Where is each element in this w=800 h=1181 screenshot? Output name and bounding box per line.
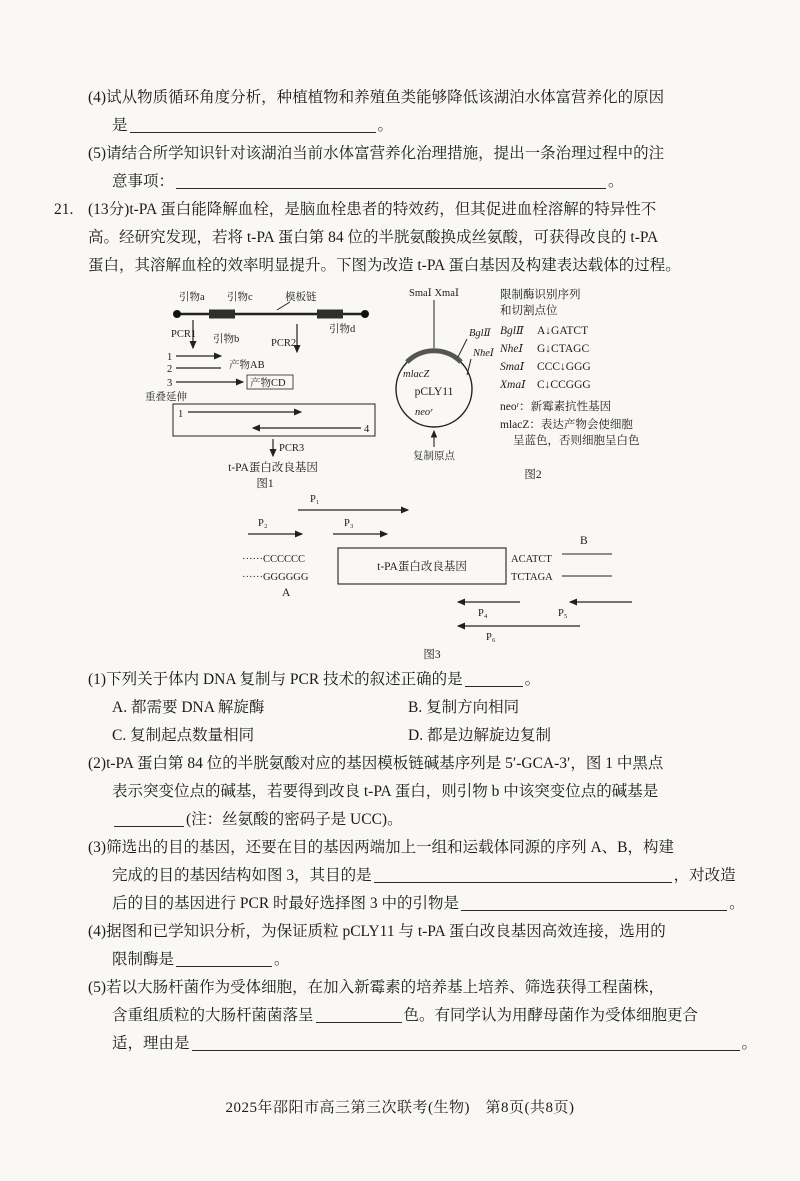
- fig2-mlacz-arc: [407, 351, 461, 362]
- fig3-label-b: B: [580, 535, 588, 547]
- q21-sub3-line1: (3)筛选出的目的基因，还要在目的基因两端加上一组和运载体同源的序列 A、B，构建: [88, 839, 674, 856]
- fig1-primer-d-label: 引物d: [329, 324, 356, 335]
- q21-sub4-line2: [88, 946, 760, 974]
- fig2-origin-label: 复制原点: [413, 451, 455, 462]
- answer-blank-q20-5: [176, 173, 606, 189]
- q21-sub5-line3-text: 适，理由是: [112, 1035, 190, 1052]
- fig1-template-strand: [173, 310, 369, 319]
- fig2-neo-label: neoʳ: [415, 407, 433, 418]
- fig3-gene-label: t-PA蛋白改良基因: [377, 561, 467, 573]
- q21-sub2-line3: [88, 806, 760, 834]
- fig3-label-a: A: [282, 587, 291, 599]
- q21-sub5-line2-text: 含重组质粒的大肠杆菌菌落呈: [112, 1007, 314, 1024]
- q21-sub3-line3-text: 后的目的基因进行 PCR 时最好选择图 3 中的引物是: [112, 895, 460, 912]
- fig2-nhei-label: NheⅠ: [473, 348, 495, 359]
- fig1-template-leader: [277, 302, 290, 310]
- q20-part4-period: 。: [377, 117, 394, 134]
- fig3-p4-label: P₄: [478, 608, 488, 619]
- fig3-p5-label: P₅: [558, 608, 568, 619]
- q21-sub4-period: 。: [274, 951, 290, 968]
- q20-part5-period: 。: [608, 173, 624, 190]
- answer-blank-sub5b: [192, 1035, 740, 1051]
- q21-sub1-option-b: B. 复制方向相同: [408, 699, 520, 716]
- page-footer: 2025年邵阳市高三第三次联考(生物) 第8页(共8页): [225, 1100, 575, 1116]
- fig2-mlacz-label: mlacZ: [403, 369, 430, 380]
- fig2-enzyme1-seq: A↓GATCT: [537, 325, 589, 337]
- q20-part5-line2: [88, 168, 760, 196]
- fig2-enzyme2-name: NheⅠ: [500, 343, 524, 355]
- fig1-pcr1-label: PCR1: [171, 329, 197, 340]
- fig3-p2-label: P₂: [258, 518, 268, 529]
- fig2-enzyme3-name: SmaⅠ: [500, 361, 525, 373]
- figure2-plasmid: [385, 284, 670, 484]
- q21-number: 21.: [54, 201, 74, 218]
- fig2-mlacz-note1: mlacZ：表达产物会使细胞: [500, 419, 633, 431]
- fig1-template-label: 模板链: [285, 292, 317, 303]
- fig2-bglii-leader: [458, 339, 467, 357]
- fig2-bglii-label: BglⅡ: [469, 328, 491, 339]
- q21-sub4-line1: (4)据图和已学知识分析，为保证质粒 pCLY11 与 t-PA 蛋白改良基因高效连接，选用的: [88, 923, 666, 940]
- q21-sub3-line2: [88, 862, 760, 890]
- fig1-line2-number: 2: [167, 364, 173, 375]
- fig1-primer-c-label: 引物c: [227, 292, 253, 303]
- q21-sub1-stem: [88, 666, 760, 694]
- answer-blank-sub1: [465, 671, 523, 687]
- answer-blank-sub4: [176, 951, 272, 967]
- fig1-product-ab-label: 产物AB: [229, 360, 265, 371]
- q21-sub1-period: 。: [524, 671, 541, 688]
- q21-sub1-option-c: C. 复制起点数量相同: [112, 727, 255, 744]
- fig1-primer-site-1: [209, 310, 235, 319]
- fig2-note-title1: 限制酶识别序列: [500, 289, 581, 301]
- q21-sub1-stem-text: (1)下列关于体内 DNA 复制与 PCR 技术的叙述正确的是: [88, 671, 463, 688]
- q21-sub5-line3: [88, 1030, 760, 1058]
- fig1-caption: 图1: [256, 478, 274, 490]
- fig2-enzyme2-seq: G↓CTAGC: [537, 343, 590, 355]
- q21-intro1-text: (13分)t-PA 蛋白能降解血栓，是脑血栓患者的特效药，但其促进血栓溶解的特异性不: [88, 201, 657, 218]
- fig1-mutation-dot-left: [173, 310, 181, 318]
- fig2-caption: 图2: [524, 469, 542, 481]
- answer-blank-sub3a: [374, 867, 672, 883]
- fig2-plasmid-name: pCLY11: [414, 386, 454, 398]
- fig1-products: [167, 352, 293, 389]
- fig3-caption: 图3: [423, 649, 441, 661]
- q21-sub1-options-ab: [88, 694, 760, 722]
- fig2-mlacz-note2: 呈蓝色，否则细胞呈白色: [513, 435, 640, 447]
- q21-sub1-options-cd: [88, 722, 760, 750]
- q21-sub3-line3: [88, 890, 760, 918]
- fig3-dna-construct: [242, 535, 612, 599]
- fig3-p6-label: P₆: [486, 632, 496, 643]
- q21-sub2-line1: (2)t-PA 蛋白第 84 位的半胱氨酸对应的基因模板链碱基序列是 5′-GCA-3′，图 1 中黑点: [88, 755, 664, 772]
- fig3-left-top-seq: ······CCCCCC: [242, 554, 305, 565]
- q21-sub1-option-d: D. 都是边解旋边复制: [408, 727, 551, 744]
- fig2-enzyme3-seq: CCC↓GGG: [537, 361, 591, 373]
- fig2-neo-note: neoʳ：新霉素抗性基因: [500, 401, 612, 413]
- fig1-primer-a-label: 引物a: [179, 292, 205, 303]
- q20-part5-line1: (5)请结合所学知识针对该湖泊当前水体富营养化治理措施，提出一条治理过程中的注: [88, 145, 665, 162]
- fig1-mutation-dot-right: [361, 310, 369, 318]
- fig1-gene-label: t-PA蛋白改良基因: [228, 462, 318, 474]
- q21-sub5-period: 。: [741, 1035, 758, 1052]
- fig2-enzyme4-name: XmaⅠ: [500, 379, 526, 391]
- q21-sub2-note: (注：丝氨酸的密码子是 UCC)。: [186, 811, 403, 828]
- fig3-p3-label: P₃: [344, 518, 354, 529]
- q20-part4-line2-text: 是: [112, 117, 128, 134]
- figure3-target-gene: [240, 490, 640, 662]
- q20-part4-line1: (4)试从物质循环角度分析，种植植物和养殖鱼类能够降低该湖泊水体富营养化的原因: [88, 89, 665, 106]
- fig3-left-bottom-seq: ······GGGGGG: [242, 572, 309, 583]
- fig1-line1-number: 1: [167, 352, 173, 363]
- q21-sub5-line1: (5)若以大肠杆菌作为受体细胞，在加入新霉素的培养基上培养、筛选获得工程菌株，: [88, 979, 665, 996]
- fig2-smai-xmai-label: SmaⅠ XmaⅠ: [409, 288, 459, 299]
- fig1-box-line1-number: 1: [178, 409, 184, 420]
- answer-blank-sub3b: [461, 895, 727, 911]
- q21-intro-line1: [54, 196, 760, 224]
- fig2-enzyme1-name: BglⅡ: [500, 325, 524, 337]
- fig1-pcr2-label: PCR2: [271, 338, 297, 349]
- q21-sub2-line2: 表示突变位点的碱基，若要得到改良 t-PA 蛋白，则引物 b 中该突变位点的碱基是: [112, 783, 659, 800]
- q21-sub3-line3-end: 。: [729, 895, 745, 912]
- q21-intro-line2: 高。经研究发现，若将 t-PA 蛋白第 84 位的半胱氨酸换成丝氨酸，可获得改良的 t-PA: [88, 229, 659, 246]
- fig1-line3-number: 3: [167, 378, 173, 389]
- fig1-box-line4-number: 4: [364, 424, 370, 435]
- fig2-enzyme4-seq: C↓CCGGG: [537, 379, 591, 391]
- fig2-enzyme-notes: [499, 287, 640, 447]
- q21-sub3-line2-end: ，对改造: [673, 867, 736, 884]
- q20-part5-line2-text: 意事项：: [112, 173, 175, 190]
- q21-sub5-line2: [88, 1002, 760, 1030]
- fig1-primer-b-label: 引物b: [213, 334, 240, 345]
- answer-blank-sub2: [114, 811, 184, 827]
- fig1-overlap-box: [173, 404, 375, 436]
- fig1-primer-site-2: [317, 310, 343, 319]
- fig3-right-bottom-seq: TCTAGA: [511, 572, 553, 583]
- fig2-plasmid-map: [396, 288, 495, 462]
- answer-blank-sub5a: [316, 1007, 402, 1023]
- figures-region: [88, 280, 760, 666]
- fig1-product-cd-label: 产物CD: [250, 378, 286, 389]
- fig3-right-top-seq: ACATCT: [511, 554, 552, 565]
- fig1-pcr3-label: PCR3: [279, 443, 305, 454]
- q21-sub5-line2-end: 色。有同学认为用酵母菌作为受体细胞更合: [403, 1007, 699, 1024]
- fig3-p1-label: P₁: [310, 494, 320, 505]
- fig2-note-title2: 和切割点位: [500, 305, 558, 317]
- answer-blank-q20-4: [130, 117, 376, 133]
- q21-sub1-option-a: A. 都需要 DNA 解旋酶: [112, 699, 265, 716]
- q20-part4-line2: [88, 112, 760, 140]
- q21-sub3-line2-text: 完成的目的基因结构如图 3，其目的是: [112, 867, 372, 884]
- q21-intro-line3: 蛋白，其溶解血栓的效率明显提升。下图为改造 t-PA 蛋白基因及构建表达载体的过程。: [88, 257, 681, 274]
- q21-sub4-line2-text: 限制酶是: [112, 951, 175, 968]
- figure1-overlap-pcr: [145, 290, 385, 490]
- fig1-overlap-label: 重叠延伸: [145, 392, 187, 403]
